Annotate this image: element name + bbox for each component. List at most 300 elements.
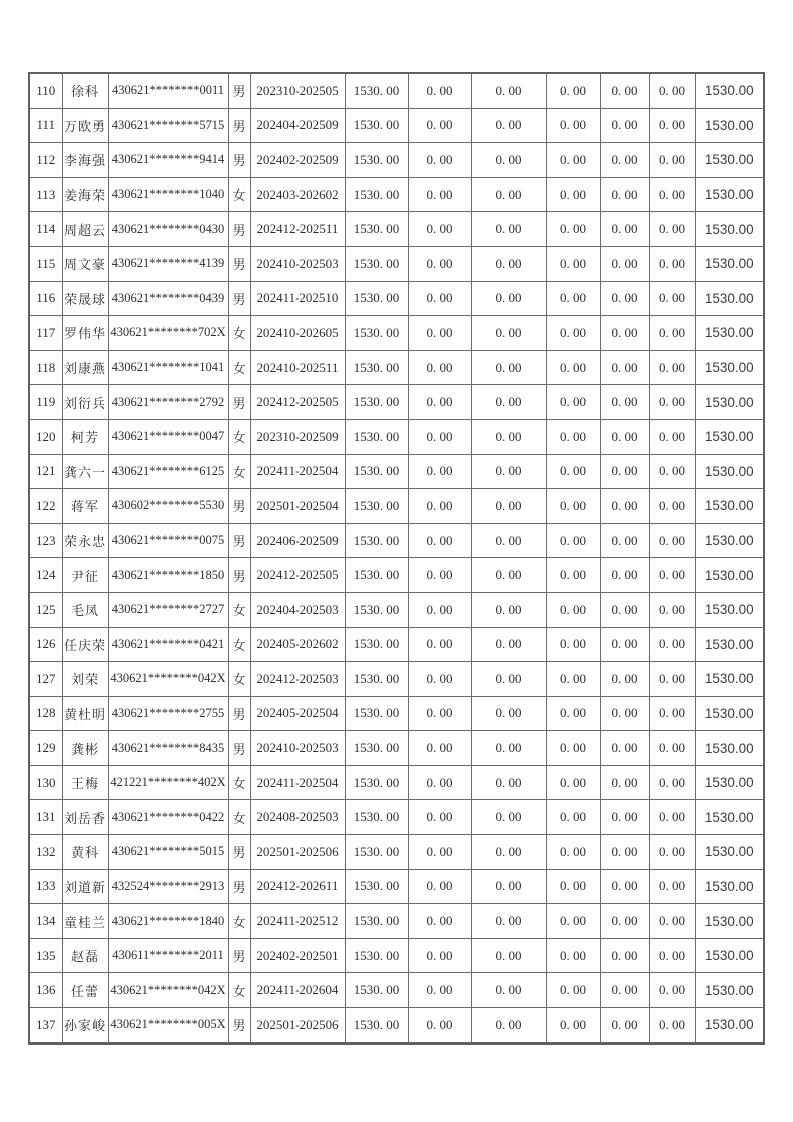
table-cell-total: 1530.00 <box>695 454 764 489</box>
table-cell-zero3: 0. 00 <box>546 662 600 697</box>
table-cell-zero3: 0. 00 <box>546 281 600 316</box>
table-cell-zero4: 0. 00 <box>600 73 649 108</box>
table-cell-zero2: 0. 00 <box>471 1008 546 1044</box>
table-cell-seq: 136 <box>29 973 62 1008</box>
table-cell-zero1: 0. 00 <box>408 869 471 904</box>
table-cell-id_masked: 430621********702X <box>108 316 228 351</box>
table-cell-seq: 120 <box>29 419 62 454</box>
table-cell-gender: 女 <box>228 800 250 835</box>
table-cell-zero4: 0. 00 <box>600 523 649 558</box>
table-cell-period: 202412-202505 <box>250 385 345 420</box>
table-cell-zero2: 0. 00 <box>471 73 546 108</box>
table-row <box>29 938 764 973</box>
table-cell-zero5: 0. 00 <box>649 1008 695 1044</box>
table-cell-amount: 1530. 00 <box>345 385 408 420</box>
table-cell-zero4: 0. 00 <box>600 350 649 385</box>
table-cell-total: 1530.00 <box>695 316 764 351</box>
table-cell-period: 202411-202512 <box>250 904 345 939</box>
table-cell-total: 1530.00 <box>695 765 764 800</box>
table-cell-period: 202404-202509 <box>250 108 345 143</box>
table-cell-gender: 女 <box>228 904 250 939</box>
table-cell-total: 1530.00 <box>695 696 764 731</box>
table-cell-seq: 116 <box>29 281 62 316</box>
table-cell-zero4: 0. 00 <box>600 558 649 593</box>
table-cell-zero2: 0. 00 <box>471 281 546 316</box>
table-cell-id_masked: 430602********5530 <box>108 489 228 524</box>
table-cell-id_masked: 430621********042X <box>108 973 228 1008</box>
table-cell-zero5: 0. 00 <box>649 454 695 489</box>
table-cell-zero5: 0. 00 <box>649 489 695 524</box>
table-cell-zero1: 0. 00 <box>408 316 471 351</box>
table-cell-name: 黄科 <box>62 835 108 870</box>
table-cell-period: 202410-202503 <box>250 246 345 281</box>
table-row <box>29 419 764 454</box>
table-cell-total: 1530.00 <box>695 627 764 662</box>
table-cell-name: 蒋军 <box>62 489 108 524</box>
table-cell-total: 1530.00 <box>695 489 764 524</box>
table-cell-zero5: 0. 00 <box>649 385 695 420</box>
table-cell-gender: 男 <box>228 523 250 558</box>
table-cell-zero5: 0. 00 <box>649 765 695 800</box>
table-cell-seq: 135 <box>29 938 62 973</box>
table-cell-id_masked: 430621********005X <box>108 1008 228 1044</box>
table-cell-period: 202408-202503 <box>250 800 345 835</box>
table-cell-period: 202310-202509 <box>250 419 345 454</box>
table-cell-period: 202411-202604 <box>250 973 345 1008</box>
table-cell-id_masked: 430621********2755 <box>108 696 228 731</box>
table-cell-amount: 1530. 00 <box>345 731 408 766</box>
table-cell-name: 罗伟华 <box>62 316 108 351</box>
table-cell-gender: 男 <box>228 489 250 524</box>
table-cell-zero3: 0. 00 <box>546 627 600 662</box>
table-cell-amount: 1530. 00 <box>345 765 408 800</box>
table-cell-zero3: 0. 00 <box>546 835 600 870</box>
table-cell-zero3: 0. 00 <box>546 108 600 143</box>
table-cell-id_masked: 430621********0430 <box>108 212 228 247</box>
table-cell-amount: 1530. 00 <box>345 419 408 454</box>
table-cell-zero2: 0. 00 <box>471 108 546 143</box>
table-cell-name: 任蕾 <box>62 973 108 1008</box>
table-cell-zero3: 0. 00 <box>546 212 600 247</box>
table-cell-id_masked: 430611********2011 <box>108 938 228 973</box>
table-cell-zero1: 0. 00 <box>408 938 471 973</box>
table-row <box>29 489 764 524</box>
table-cell-id_masked: 430621********042X <box>108 662 228 697</box>
table-cell-seq: 133 <box>29 869 62 904</box>
table-cell-amount: 1530. 00 <box>345 904 408 939</box>
table-cell-seq: 111 <box>29 108 62 143</box>
table-cell-zero2: 0. 00 <box>471 696 546 731</box>
table-cell-zero5: 0. 00 <box>649 177 695 212</box>
table-cell-name: 周文豪 <box>62 246 108 281</box>
table-cell-seq: 122 <box>29 489 62 524</box>
table-cell-period: 202410-202503 <box>250 731 345 766</box>
table-cell-id_masked: 430621********1840 <box>108 904 228 939</box>
table-cell-gender: 女 <box>228 177 250 212</box>
table-cell-zero4: 0. 00 <box>600 454 649 489</box>
table-cell-period: 202501-202504 <box>250 489 345 524</box>
table-cell-zero1: 0. 00 <box>408 731 471 766</box>
table-cell-zero4: 0. 00 <box>600 973 649 1008</box>
table-cell-name: 李海强 <box>62 143 108 178</box>
table-cell-zero2: 0. 00 <box>471 316 546 351</box>
table-cell-zero1: 0. 00 <box>408 523 471 558</box>
payments-table <box>28 72 765 1045</box>
table-cell-seq: 118 <box>29 350 62 385</box>
table-cell-total: 1530.00 <box>695 523 764 558</box>
table-cell-zero1: 0. 00 <box>408 419 471 454</box>
table-cell-zero1: 0. 00 <box>408 973 471 1008</box>
table-cell-zero5: 0. 00 <box>649 731 695 766</box>
table-row <box>29 316 764 351</box>
table-cell-period: 202310-202505 <box>250 73 345 108</box>
table-cell-gender: 男 <box>228 938 250 973</box>
table-cell-zero4: 0. 00 <box>600 419 649 454</box>
table-row <box>29 108 764 143</box>
table-row <box>29 523 764 558</box>
table-cell-seq: 124 <box>29 558 62 593</box>
table-cell-gender: 男 <box>228 558 250 593</box>
table-row <box>29 696 764 731</box>
table-row <box>29 385 764 420</box>
table-cell-zero1: 0. 00 <box>408 385 471 420</box>
table-cell-zero3: 0. 00 <box>546 489 600 524</box>
table-cell-zero2: 0. 00 <box>471 350 546 385</box>
table-cell-zero1: 0. 00 <box>408 281 471 316</box>
table-cell-gender: 男 <box>228 385 250 420</box>
table-cell-zero2: 0. 00 <box>471 454 546 489</box>
table-cell-zero5: 0. 00 <box>649 212 695 247</box>
table-cell-zero4: 0. 00 <box>600 904 649 939</box>
table-cell-gender: 男 <box>228 212 250 247</box>
table-cell-name: 刘岳香 <box>62 800 108 835</box>
table-cell-amount: 1530. 00 <box>345 592 408 627</box>
table-cell-gender: 女 <box>228 662 250 697</box>
table-cell-zero1: 0. 00 <box>408 177 471 212</box>
table-row <box>29 627 764 662</box>
table-cell-gender: 男 <box>228 246 250 281</box>
table-cell-id_masked: 430621********0422 <box>108 800 228 835</box>
table-cell-amount: 1530. 00 <box>345 835 408 870</box>
table-cell-amount: 1530. 00 <box>345 489 408 524</box>
table-cell-total: 1530.00 <box>695 904 764 939</box>
table-cell-zero3: 0. 00 <box>546 800 600 835</box>
table-row <box>29 835 764 870</box>
table-cell-period: 202501-202506 <box>250 1008 345 1044</box>
table-cell-amount: 1530. 00 <box>345 973 408 1008</box>
table-cell-seq: 129 <box>29 731 62 766</box>
table-cell-period: 202501-202506 <box>250 835 345 870</box>
table-row <box>29 592 764 627</box>
table-cell-zero1: 0. 00 <box>408 662 471 697</box>
table-cell-zero4: 0. 00 <box>600 1008 649 1044</box>
table-cell-zero5: 0. 00 <box>649 835 695 870</box>
table-cell-zero3: 0. 00 <box>546 696 600 731</box>
table-cell-id_masked: 430621********2727 <box>108 592 228 627</box>
table-cell-zero3: 0. 00 <box>546 385 600 420</box>
table-cell-seq: 112 <box>29 143 62 178</box>
table-cell-zero5: 0. 00 <box>649 662 695 697</box>
table-cell-total: 1530.00 <box>695 385 764 420</box>
table-cell-name: 赵磊 <box>62 938 108 973</box>
table-cell-period: 202406-202509 <box>250 523 345 558</box>
table-cell-name: 荣晟球 <box>62 281 108 316</box>
table-cell-zero3: 0. 00 <box>546 523 600 558</box>
table-cell-zero2: 0. 00 <box>471 558 546 593</box>
table-cell-total: 1530.00 <box>695 558 764 593</box>
table-cell-zero4: 0. 00 <box>600 835 649 870</box>
table-cell-seq: 119 <box>29 385 62 420</box>
table-cell-zero4: 0. 00 <box>600 592 649 627</box>
table-row <box>29 904 764 939</box>
table-cell-total: 1530.00 <box>695 281 764 316</box>
table-cell-zero5: 0. 00 <box>649 350 695 385</box>
table-cell-total: 1530.00 <box>695 592 764 627</box>
table-cell-gender: 女 <box>228 454 250 489</box>
table-cell-zero4: 0. 00 <box>600 938 649 973</box>
table-cell-total: 1530.00 <box>695 662 764 697</box>
table-cell-zero4: 0. 00 <box>600 489 649 524</box>
table-cell-id_masked: 430621********0075 <box>108 523 228 558</box>
table-row <box>29 73 764 108</box>
table-cell-id_masked: 430621********2792 <box>108 385 228 420</box>
table-row <box>29 765 764 800</box>
table-cell-amount: 1530. 00 <box>345 662 408 697</box>
table-cell-name: 刘衍兵 <box>62 385 108 420</box>
table-cell-amount: 1530. 00 <box>345 281 408 316</box>
table-cell-seq: 137 <box>29 1008 62 1044</box>
table-cell-zero3: 0. 00 <box>546 73 600 108</box>
table-cell-zero4: 0. 00 <box>600 281 649 316</box>
table-row <box>29 973 764 1008</box>
table-cell-zero4: 0. 00 <box>600 662 649 697</box>
table-cell-name: 柯芳 <box>62 419 108 454</box>
table-cell-zero5: 0. 00 <box>649 419 695 454</box>
table-cell-amount: 1530. 00 <box>345 869 408 904</box>
table-cell-zero1: 0. 00 <box>408 627 471 662</box>
table-cell-amount: 1530. 00 <box>345 454 408 489</box>
table-cell-zero1: 0. 00 <box>408 108 471 143</box>
table-cell-seq: 113 <box>29 177 62 212</box>
table-cell-zero4: 0. 00 <box>600 108 649 143</box>
table-cell-seq: 131 <box>29 800 62 835</box>
table-cell-name: 童桂兰 <box>62 904 108 939</box>
table-row <box>29 1008 764 1044</box>
table-cell-id_masked: 430621********8435 <box>108 731 228 766</box>
table-cell-total: 1530.00 <box>695 731 764 766</box>
table-cell-zero3: 0. 00 <box>546 765 600 800</box>
table-cell-name: 刘荣 <box>62 662 108 697</box>
table-cell-id_masked: 430621********9414 <box>108 143 228 178</box>
table-cell-zero1: 0. 00 <box>408 592 471 627</box>
table-cell-name: 孙家峻 <box>62 1008 108 1044</box>
table-cell-zero5: 0. 00 <box>649 246 695 281</box>
table-cell-zero2: 0. 00 <box>471 904 546 939</box>
table-cell-gender: 女 <box>228 350 250 385</box>
table-cell-id_masked: 432524********2913 <box>108 869 228 904</box>
table-cell-seq: 128 <box>29 696 62 731</box>
table-cell-zero4: 0. 00 <box>600 731 649 766</box>
table-cell-id_masked: 430621********0439 <box>108 281 228 316</box>
table-cell-amount: 1530. 00 <box>345 558 408 593</box>
table-cell-seq: 117 <box>29 316 62 351</box>
table-cell-zero5: 0. 00 <box>649 973 695 1008</box>
table-cell-seq: 125 <box>29 592 62 627</box>
table-cell-zero3: 0. 00 <box>546 973 600 1008</box>
table-cell-name: 龚六一 <box>62 454 108 489</box>
table-cell-zero2: 0. 00 <box>471 835 546 870</box>
table-row <box>29 558 764 593</box>
table-cell-id_masked: 430621********5715 <box>108 108 228 143</box>
table-cell-total: 1530.00 <box>695 835 764 870</box>
table-cell-name: 黄杜明 <box>62 696 108 731</box>
table-cell-zero2: 0. 00 <box>471 419 546 454</box>
table-cell-zero3: 0. 00 <box>546 869 600 904</box>
table-cell-zero5: 0. 00 <box>649 938 695 973</box>
table-cell-zero3: 0. 00 <box>546 592 600 627</box>
table-cell-zero4: 0. 00 <box>600 246 649 281</box>
table-cell-id_masked: 430621********4139 <box>108 246 228 281</box>
table-row <box>29 869 764 904</box>
table-cell-total: 1530.00 <box>695 73 764 108</box>
table-cell-seq: 132 <box>29 835 62 870</box>
table-cell-period: 202412-202611 <box>250 869 345 904</box>
table-cell-zero2: 0. 00 <box>471 592 546 627</box>
table-cell-zero1: 0. 00 <box>408 835 471 870</box>
table-cell-amount: 1530. 00 <box>345 73 408 108</box>
table-cell-zero3: 0. 00 <box>546 246 600 281</box>
table-cell-gender: 男 <box>228 108 250 143</box>
table-cell-zero3: 0. 00 <box>546 1008 600 1044</box>
table-cell-zero1: 0. 00 <box>408 246 471 281</box>
table-cell-zero4: 0. 00 <box>600 765 649 800</box>
table-cell-name: 龚彬 <box>62 731 108 766</box>
table-cell-id_masked: 421221********402X <box>108 765 228 800</box>
table-cell-zero5: 0. 00 <box>649 523 695 558</box>
table-cell-seq: 126 <box>29 627 62 662</box>
table-cell-zero5: 0. 00 <box>649 108 695 143</box>
table-cell-zero5: 0. 00 <box>649 281 695 316</box>
table-cell-period: 202405-202602 <box>250 627 345 662</box>
table-cell-name: 王梅 <box>62 765 108 800</box>
table-cell-total: 1530.00 <box>695 246 764 281</box>
table-cell-zero3: 0. 00 <box>546 177 600 212</box>
table-cell-zero5: 0. 00 <box>649 558 695 593</box>
table-cell-zero4: 0. 00 <box>600 800 649 835</box>
table-row <box>29 143 764 178</box>
table-cell-period: 202403-202602 <box>250 177 345 212</box>
table-cell-gender: 女 <box>228 765 250 800</box>
table-row <box>29 350 764 385</box>
table-cell-name: 毛凤 <box>62 592 108 627</box>
table-cell-zero2: 0. 00 <box>471 662 546 697</box>
table-cell-total: 1530.00 <box>695 800 764 835</box>
table-cell-id_masked: 430621********6125 <box>108 454 228 489</box>
table-cell-seq: 115 <box>29 246 62 281</box>
table-cell-zero1: 0. 00 <box>408 73 471 108</box>
table-cell-gender: 女 <box>228 419 250 454</box>
table-cell-zero1: 0. 00 <box>408 904 471 939</box>
table-cell-amount: 1530. 00 <box>345 177 408 212</box>
table-cell-gender: 女 <box>228 592 250 627</box>
table-cell-amount: 1530. 00 <box>345 246 408 281</box>
table-cell-zero1: 0. 00 <box>408 454 471 489</box>
table-cell-period: 202405-202504 <box>250 696 345 731</box>
table-cell-amount: 1530. 00 <box>345 350 408 385</box>
table-cell-name: 荣永忠 <box>62 523 108 558</box>
table-cell-amount: 1530. 00 <box>345 800 408 835</box>
table-cell-amount: 1530. 00 <box>345 143 408 178</box>
table-cell-zero2: 0. 00 <box>471 489 546 524</box>
table-cell-id_masked: 430621********0421 <box>108 627 228 662</box>
table-cell-zero5: 0. 00 <box>649 73 695 108</box>
table-cell-zero1: 0. 00 <box>408 212 471 247</box>
table-cell-id_masked: 430621********5015 <box>108 835 228 870</box>
table-cell-zero3: 0. 00 <box>546 143 600 178</box>
table-cell-name: 刘康燕 <box>62 350 108 385</box>
table-cell-zero4: 0. 00 <box>600 385 649 420</box>
table-cell-zero5: 0. 00 <box>649 592 695 627</box>
table-cell-seq: 110 <box>29 73 62 108</box>
table-cell-zero2: 0. 00 <box>471 212 546 247</box>
table-cell-zero5: 0. 00 <box>649 627 695 662</box>
table-cell-period: 202404-202503 <box>250 592 345 627</box>
table-cell-zero4: 0. 00 <box>600 143 649 178</box>
table-cell-amount: 1530. 00 <box>345 316 408 351</box>
table-cell-zero3: 0. 00 <box>546 904 600 939</box>
table-cell-period: 202411-202504 <box>250 765 345 800</box>
table-cell-zero1: 0. 00 <box>408 558 471 593</box>
table-row <box>29 212 764 247</box>
table-cell-gender: 男 <box>228 731 250 766</box>
table-cell-amount: 1530. 00 <box>345 523 408 558</box>
table-cell-period: 202412-202511 <box>250 212 345 247</box>
table-cell-name: 周超云 <box>62 212 108 247</box>
table-cell-gender: 男 <box>228 73 250 108</box>
table-cell-seq: 123 <box>29 523 62 558</box>
table-cell-zero1: 0. 00 <box>408 143 471 178</box>
table-cell-period: 202410-202511 <box>250 350 345 385</box>
table-cell-gender: 女 <box>228 973 250 1008</box>
table-cell-zero1: 0. 00 <box>408 1008 471 1044</box>
table-cell-seq: 130 <box>29 765 62 800</box>
table-cell-gender: 男 <box>228 696 250 731</box>
table-cell-seq: 114 <box>29 212 62 247</box>
table-cell-zero4: 0. 00 <box>600 869 649 904</box>
table-row <box>29 800 764 835</box>
table-cell-zero5: 0. 00 <box>649 316 695 351</box>
table-cell-zero2: 0. 00 <box>471 246 546 281</box>
table-row <box>29 731 764 766</box>
table-cell-zero2: 0. 00 <box>471 177 546 212</box>
table-cell-gender: 女 <box>228 627 250 662</box>
table-cell-zero2: 0. 00 <box>471 731 546 766</box>
table-cell-zero5: 0. 00 <box>649 696 695 731</box>
table-cell-zero2: 0. 00 <box>471 143 546 178</box>
table-cell-zero2: 0. 00 <box>471 765 546 800</box>
table-cell-zero3: 0. 00 <box>546 938 600 973</box>
table-cell-zero4: 0. 00 <box>600 177 649 212</box>
table-cell-amount: 1530. 00 <box>345 938 408 973</box>
table-cell-gender: 男 <box>228 143 250 178</box>
table-cell-zero5: 0. 00 <box>649 800 695 835</box>
table-cell-total: 1530.00 <box>695 143 764 178</box>
table-cell-amount: 1530. 00 <box>345 212 408 247</box>
table-cell-zero5: 0. 00 <box>649 904 695 939</box>
table-cell-seq: 134 <box>29 904 62 939</box>
table-cell-gender: 男 <box>228 869 250 904</box>
table-cell-total: 1530.00 <box>695 1008 764 1044</box>
